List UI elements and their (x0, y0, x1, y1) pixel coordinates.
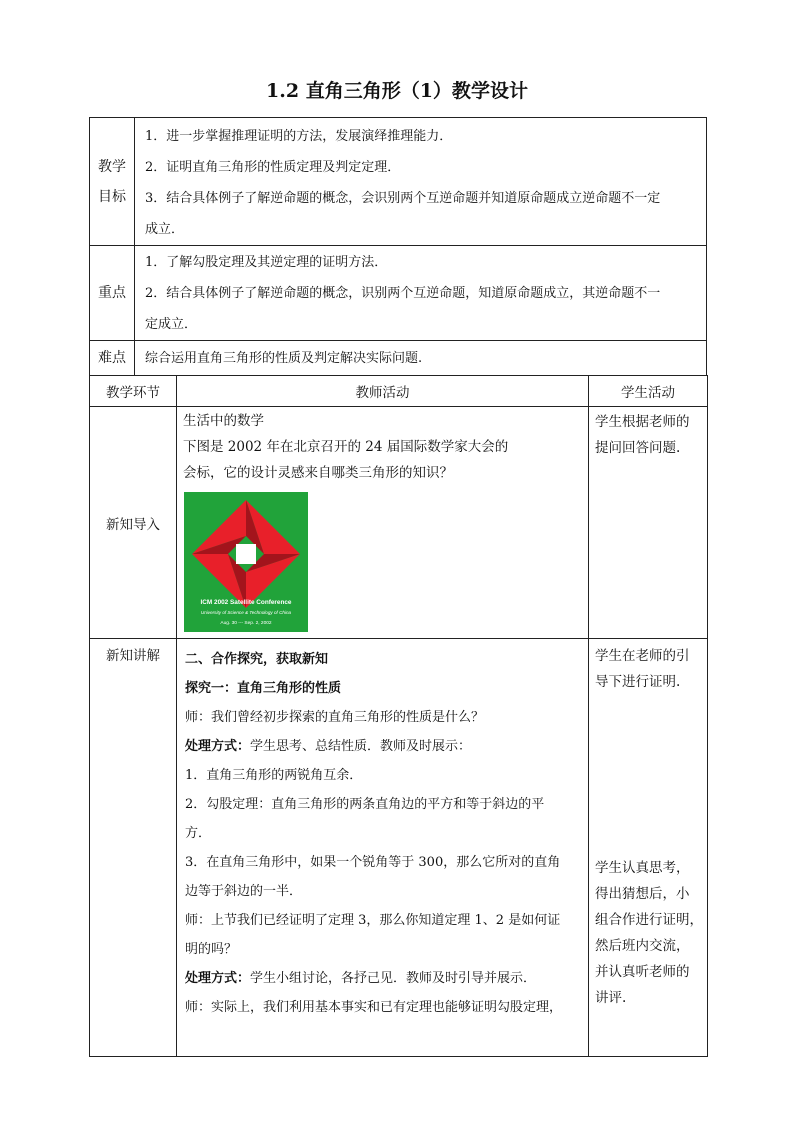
header-stage: 教学环节 (90, 376, 177, 407)
lecture-teacher-activity (177, 639, 589, 1057)
key-point-line: 2．结合具体例子了解逆命题的概念，识别两个互逆命题，知道原命题成立，其逆命题不一 (145, 286, 661, 301)
objectives-label (90, 118, 135, 246)
lecture-line: 师：上节我们已经证明了定理 3，那么你知道定理 1、2 是如何证 (185, 913, 561, 928)
objective-line: 1．进一步掌握推理证明的方法，发展演绎推理能力． (145, 129, 453, 144)
header-student: 学生活动 (589, 376, 708, 407)
intro-line: 生活中的数学 (183, 413, 264, 429)
stage-intro: 新知导入 (90, 407, 177, 639)
key-points-content (135, 246, 707, 341)
objectives-label-line1: 教学 (98, 158, 126, 175)
lecture-line: 师：我们曾经初步探索的直角三角形的性质是什么？ (185, 710, 485, 725)
objective-line: 成立． (145, 222, 185, 237)
difficulty-label: 难点 (90, 341, 135, 376)
student-line: 学生根据老师的 (595, 414, 690, 430)
student-line: 讲评. (595, 990, 627, 1006)
intro-teacher-activity (177, 407, 589, 639)
lecture-line: 1．直角三角形的两锐角互余． (185, 768, 363, 783)
lecture-line-rest: 学生小组讨论，各抒己见．教师及时引导并展示． (250, 971, 537, 986)
logo-text-line3: Aug. 30 --- Sep. 2, 2002 (220, 621, 272, 626)
logo-text-line2: University of Science & Technology of China (200, 610, 292, 615)
key-points-label: 重点 (90, 246, 135, 341)
difficulty-content (135, 341, 707, 376)
header-teacher: 教师活动 (177, 376, 589, 407)
key-point-line: 定成立． (145, 317, 198, 332)
lecture-line (177, 964, 588, 993)
student-line: 学生认真思考， (595, 860, 690, 876)
lecture-line-prefix: 处理方式： (185, 971, 251, 986)
stage-lecture-label: 新知讲解 (106, 648, 160, 664)
lecture-line (177, 732, 588, 761)
lecture-line: 二、合作探究，获取新知 (185, 652, 329, 667)
lecture-line: 方． (185, 826, 212, 841)
lecture-line: 边等于斜边的一半． (185, 884, 303, 899)
lecture-line-prefix: 处理方式： (185, 739, 251, 754)
lecture-student-activity (589, 639, 708, 1057)
intro-line: 下图是 2002 年在北京召开的 24 届国际数学家大会的 (183, 439, 509, 455)
student-line: 并认真听老师的 (595, 964, 690, 980)
stage-lecture (90, 639, 177, 1057)
objective-line: 2．证明直角三角形的性质定理及判定定理． (145, 160, 401, 175)
lecture-line: 明的吗？ (185, 942, 238, 957)
spacer (589, 695, 707, 855)
lecture-line: 3．在直角三角形中，如果一个锐角等于 300，那么它所对的直角 (185, 855, 561, 870)
logo-text-line1: ICM 2002 Satellite Conference (200, 599, 292, 606)
intro-line: 会标，它的设计灵感来自哪类三角形的知识？ (183, 465, 453, 481)
intro-student-activity (589, 407, 708, 639)
lecture-line-rest: 学生思考、总结性质．教师及时展示： (250, 739, 472, 754)
student-line: 组合作进行证明， (595, 912, 703, 928)
objectives-label-line2: 目标 (98, 188, 126, 205)
objectives-table (89, 117, 707, 376)
student-line: 得出猜想后，小 (595, 886, 690, 902)
student-line: 学生在老师的引 (595, 648, 690, 664)
objectives-content (135, 118, 707, 246)
activity-table (89, 375, 708, 1057)
logo-center-square (236, 544, 256, 564)
student-line: 然后班内交流， (595, 938, 690, 954)
lecture-line: 2．勾股定理：直角三角形的两条直角边的平方和等于斜边的平 (185, 797, 545, 812)
key-point-line: 1．了解勾股定理及其逆定理的证明方法． (145, 255, 388, 270)
objective-line: 3．结合具体例子了解逆命题的概念，会识别两个互逆命题并知道原命题成立逆命题不一定 (145, 191, 661, 206)
lecture-line: 探究一：直角三角形的性质 (185, 681, 342, 696)
document-title: 1.2 直角三角形（1）教学设计 (266, 80, 528, 102)
icm-2002-logo-image (184, 492, 308, 632)
lecture-line: 师：实际上，我们利用基本事实和已有定理也能够证明勾股定理， (185, 1000, 563, 1015)
student-line: 提问回答问题. (595, 440, 681, 456)
student-line: 导下进行证明. (595, 674, 681, 690)
difficulty-text: 综合运用直角三角形的性质及判定解决实际问题. (145, 350, 423, 366)
